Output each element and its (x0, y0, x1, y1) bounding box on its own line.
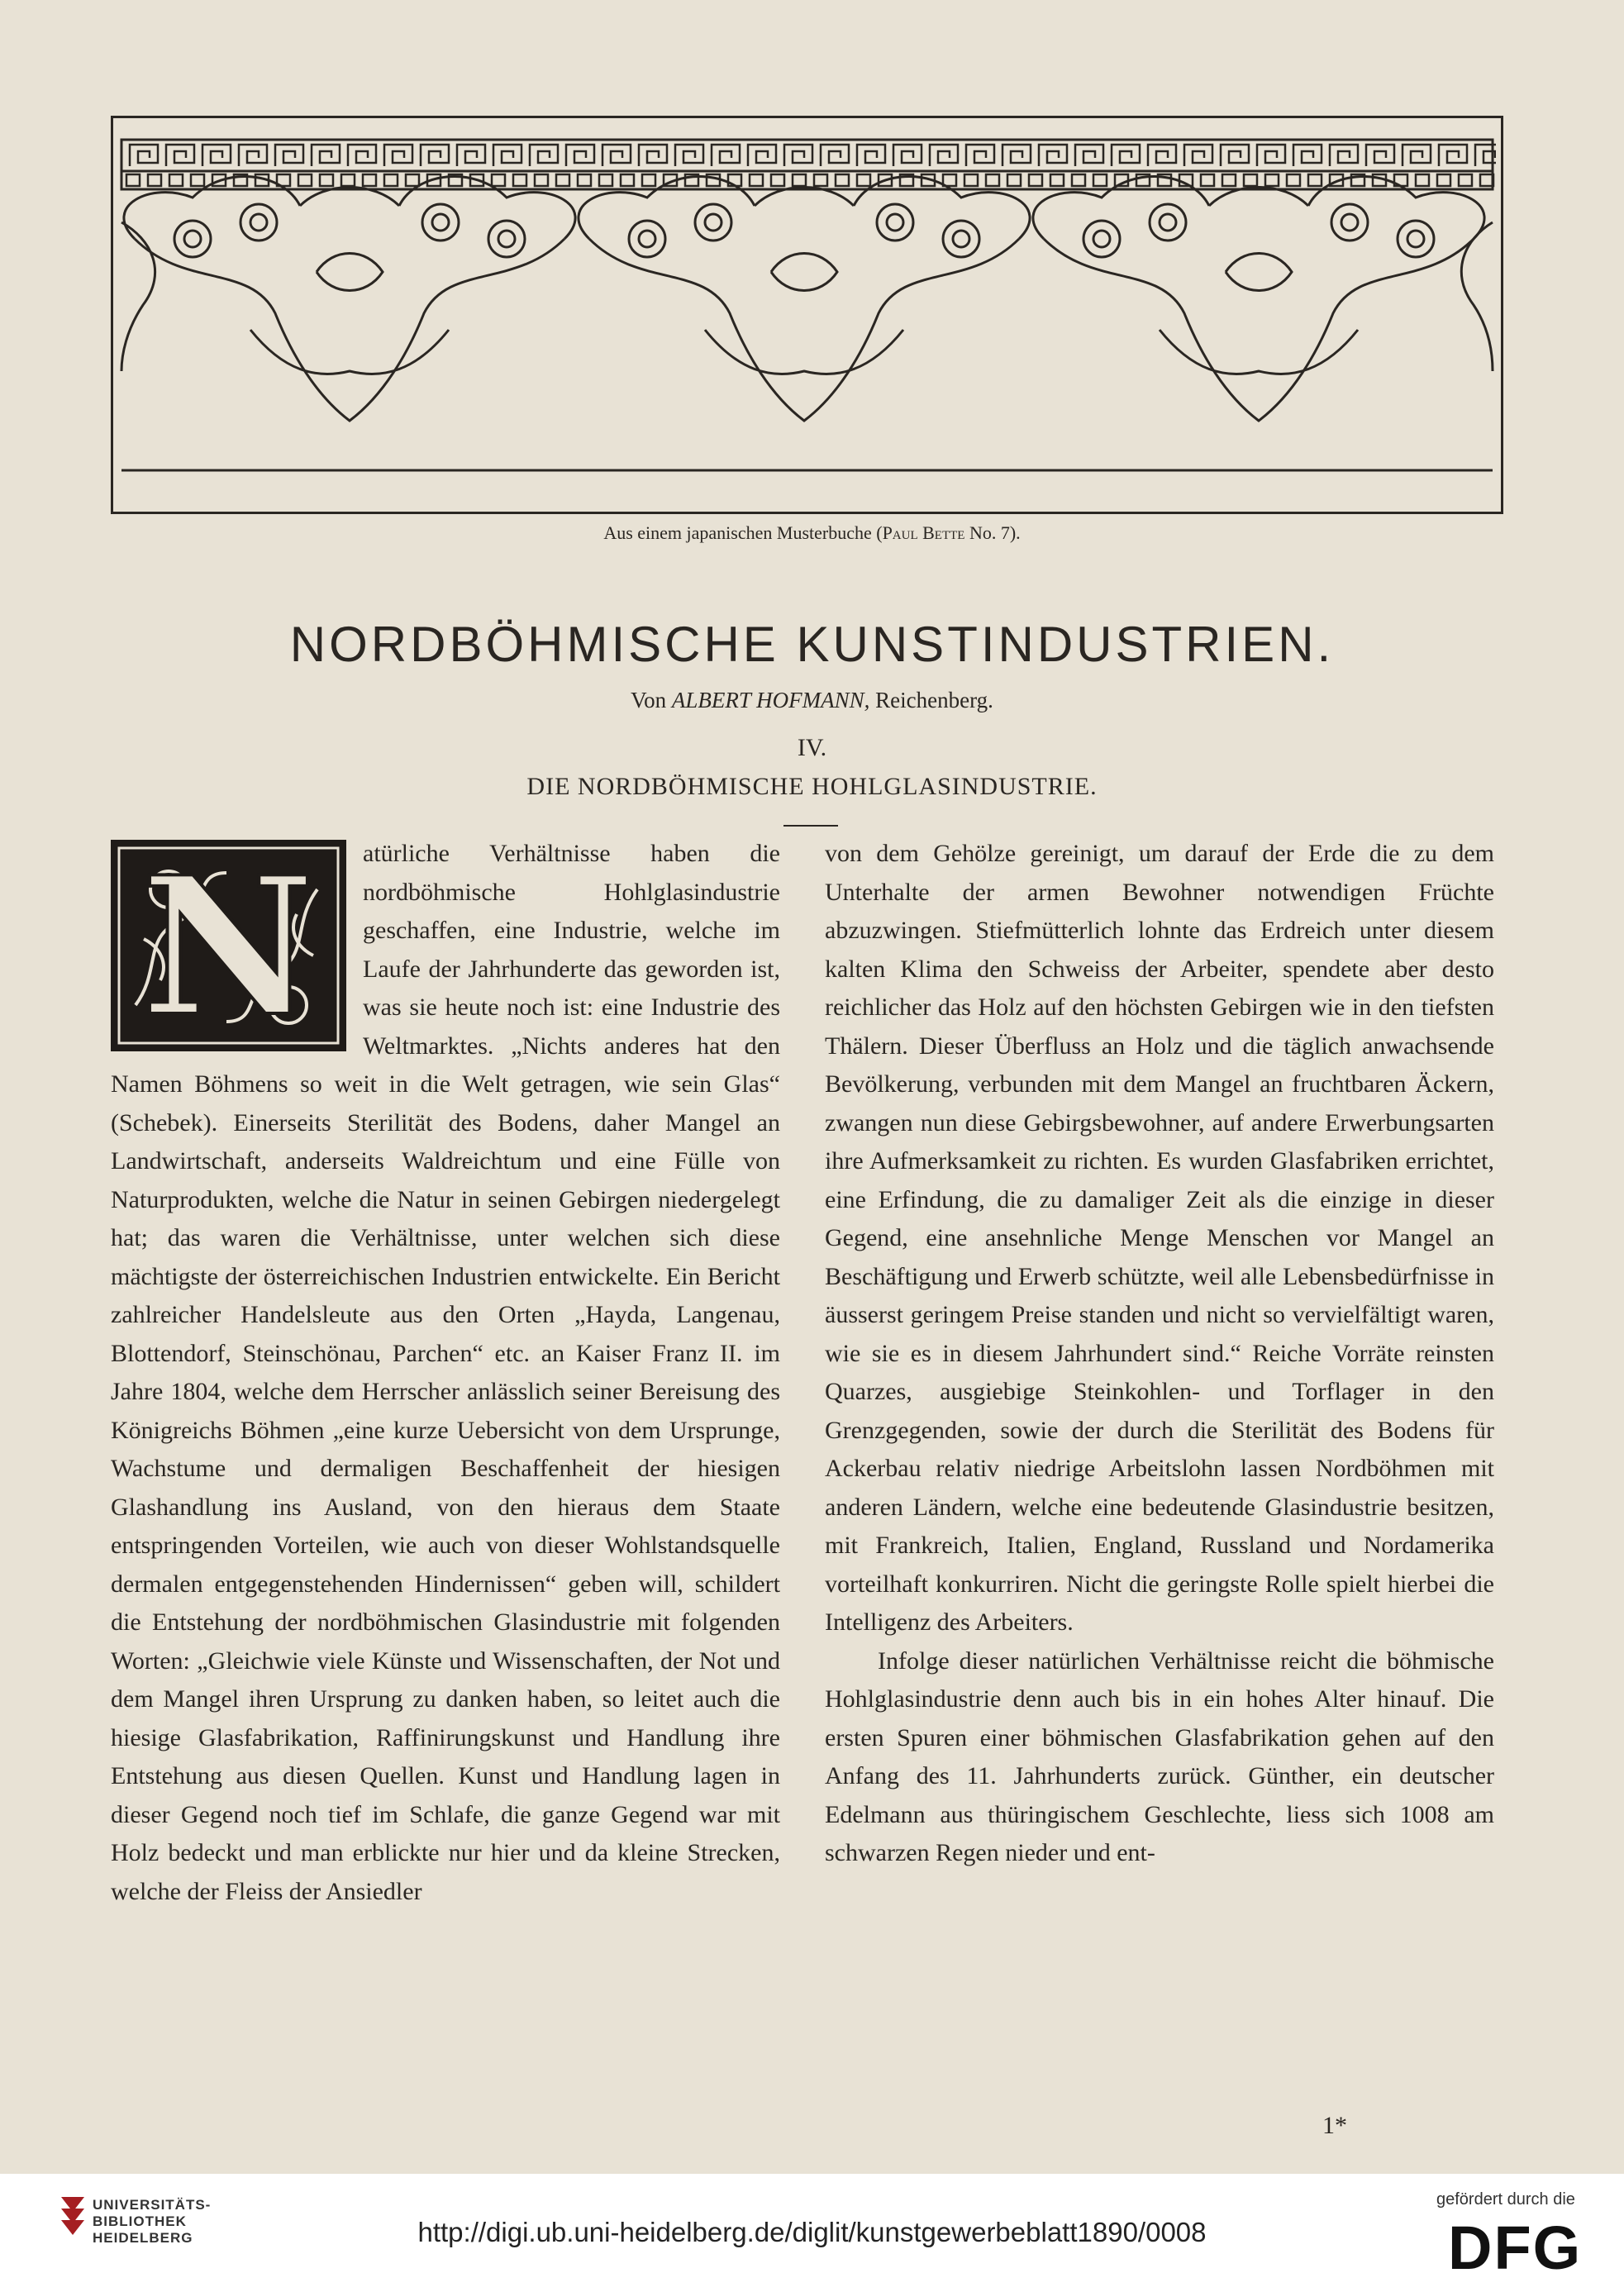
article-title: NORDBÖHMISCHE KUNSTINDUSTRIEN. (289, 617, 1335, 672)
page-number: 1* (1322, 2112, 1347, 2139)
right-column (825, 835, 1494, 1873)
right-paragraph-2: Infolge dieser natürlichen Verhältnisse reicht die böhmische Hohlglasindustrie denn auch bis in ein hohes Alter hinauf. Die ersten Spuren einer böhmischen Glasfabrikation gehen auf den Anfang des 11. Jahrhunderts zurück. Günther, ein deutscher Edelmann aus thüringischem Geschlechte, liess sich 1008 am schwarzen Regen nieder und ent- (825, 1646, 1494, 1866)
right-paragraph-1: von dem Gehölze gereinigt, um darauf der Erde die zu dem Unterhalte der armen Bewohner notwendigen Früchte abzuzwingen. Stiefmütterlich lohnte das Erdreich unter diesem kalten Klima den Schweiss der Arbeiter, spendete aber desto reichlicher das Holz auf den höchsten Gebirgen wie in den tiefsten Thälern. Dieser Überfluss an Holz und die täglich anwachsende Bevölkerung, verbunden mit dem Mangel an fruchtbaren Äckern, zwangen nun diese Gebirgsbewohner, auf andere Erwerbungsarten ihre Aufmerksamkeit zu richten. Es wurden Glasfabriken errichtet, eine Erfindung, die zu damaliger Zeit als die einzige in dieser Gegend, eine ansehnliche Menge Menschen vor Mangel an Beschäftigung und Erwerb schützte, weil alle Lebensbedürfnisse in äusserst geringem Preise standen und nicht so vervielfältigt waren, wie sie es in diesem Jahrhundert sind.“ Reiche Vorräte reinsten Quarzes, ausgiebige Steinkohlen- und Torflager in den Grenzgegenden, sowie der durch die Sterilität des Bodens für Ackerbau relativ niedrige Arbeitslohn lassen Nordböhmen mit anderen Ländern, welche eine bedeutende Glasindustrie besitzen, mit Frankreich, Italien, England, Russland und Nordamerika vorteilhaft konkurriren. Nicht die geringste Rolle spielt hierbei die Intelligenz des Arbeiters. (825, 840, 1494, 1636)
byline: Von ALBERT HOFMANN, Reichenberg. (631, 688, 993, 712)
figure-caption: Aus einem japanischen Musterbuche (Paul Bette No. 7). (603, 522, 1021, 543)
divider-rule (783, 825, 838, 827)
dropcap-letter: N (140, 840, 316, 1051)
dropcap-ornament (111, 840, 346, 1051)
dfg-logo: DFG (1448, 2213, 1583, 2282)
ornament-illustration (111, 116, 1503, 514)
left-column (111, 835, 780, 1911)
section-subtitle: DIE NORDBÖHMISCHE HOHLGLASINDUSTRIE. (526, 773, 1098, 800)
digitization-footer (0, 2174, 1624, 2292)
japanese-pattern-figure (118, 123, 1496, 507)
left-paragraph-1: atürliche Verhältnisse haben die nordböhmische Hohlglasindustrie geschaffen, eine Industrie, welche im Laufe der Jahrhunderte das geworden ist, was sie heute noch ist: eine Industrie des Weltmarktes. „Nichts anderes hat den Namen Böhmens so weit in die Welt getragen, wie sein Glas“ (Schebek). Einerseits Sterilität des Bodens, daher Mangel an Landwirtschaft, anderseits Waldreichtum und eine Fülle von Naturprodukten, welche die Natur in seinen Gebirgen niedergelegt hat; das waren die Verhältnisse, unter welchen sich diese mächtigste der österreichischen Industrien entwickelte. Ein Bericht zahlreicher Handelsleute aus den Orten „Hayda, Langenau, Blottendorf, Steinschönau, Parchen“ etc. an Kaiser Franz II. im Jahre 1804, welche dem Herrscher anlässlich seiner Bereisung des Königreichs Böhmen „eine kurze Uebersicht von dem Ursprunge, Wachstume und dermaligen Beschaffenheit der hiesigen Glashandlung ins Ausland, von den hieraus dem Staate entspringenden Vorteilen, wie auch von dieser Wohlstandsquelle dermalen entgegenstehenden Hindernissen“ geben will, schildert die Entstehung der nordböhmischen Glasindustrie mit folgenden Worten: „Gleichwie viele Künste und Wissenschaften, der Not und dem Mangel ihren Ursprung zu danken haben, so leitet auch die hiesige Glasfabrikation, Raffinirungskunst und Handlung ihre Entstehung aus diesen Quellen. Kunst und Handlung lagen in dieser Gegend noch tief im Schlafe, die ganze Gegend war mit Holz bedeckt und man erblickte nur hier und da kleine Strecken, welche der Fleiss der Ansiedler (111, 840, 780, 1905)
sponsor-label: gefördert durch die (1436, 2190, 1575, 2209)
library-name: UNIVERSITÄTS- BIBLIOTHEK HEIDELBERG (93, 2197, 212, 2246)
source-url-link[interactable]: http://digi.ub.uni-heidelberg.de/diglit/kunstgewerbeblatt1890/0008 (417, 2217, 1207, 2247)
part-number: IV. (797, 734, 827, 761)
author-name: ALBERT HOFMANN, (671, 688, 870, 712)
